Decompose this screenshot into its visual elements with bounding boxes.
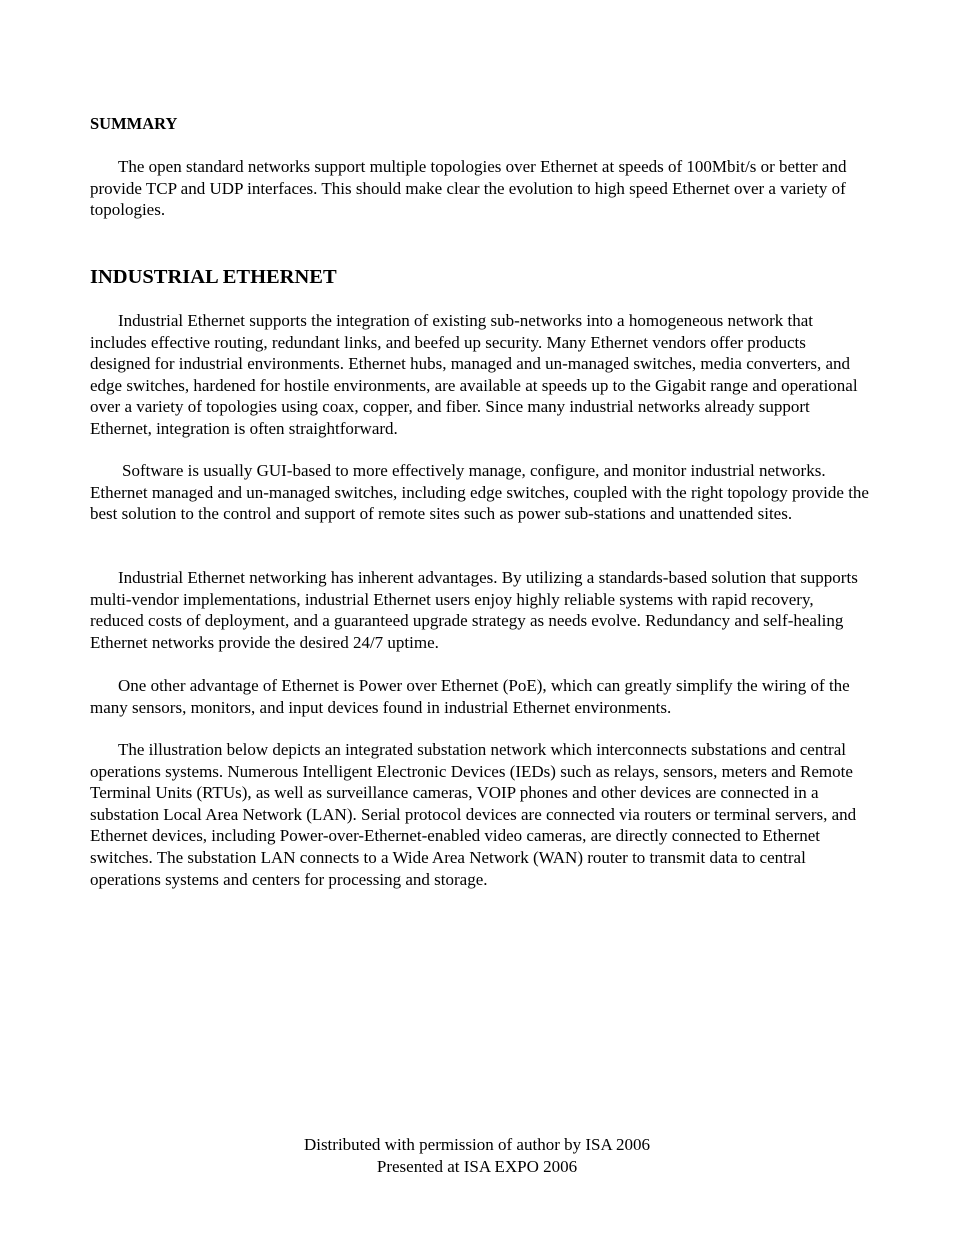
- body-paragraph-1: Industrial Ethernet supports the integration of existing sub-networks into a homogeneous network that includes effective routing, redundant links, and beefed up security. Many Ethernet vendors offer products designed for industrial environments. Ethernet hubs, managed and un-managed switches, media converters, and edge switches, hardened for hostile environments, are available at speeds up to the Gigabit range and operational over a variety of topologies using coax, copper, and fiber. Since many industrial networks already support Ethernet, integration is often straightforward.: [90, 311, 858, 438]
- page-footer: [0, 1134, 954, 1178]
- body-paragraph-3: Industrial Ethernet networking has inherent advantages. By utilizing a standards-based solution that supports multi-vendor implementations, industrial Ethernet users enjoy highly reliable systems with rapid recovery, reduced costs of deployment, and a guaranteed upgrade strategy as needs evolve. Redundancy and self-healing Ethernet networks provide the desired 24/7 uptime.: [90, 568, 858, 652]
- summary-paragraph: The open standard networks support multiple topologies over Ethernet at speeds of 100Mbit/s or better and provide TCP and UDP interfaces. This should make clear the evolution to high speed Ethernet over a variety of topologies.: [90, 157, 847, 220]
- footer-distribution-line: Distributed with permission of author by ISA 2006: [303, 1135, 651, 1154]
- body-paragraph-4: One other advantage of Ethernet is Power over Ethernet (PoE), which can greatly simplify the wiring of the many sensors, monitors, and input devices found in industrial Ethernet environments.: [90, 676, 850, 717]
- footer-presented-line: Presented at ISA EXPO 2006: [376, 1157, 578, 1176]
- body-paragraph-5: The illustration below depicts an integrated substation network which interconnects substations and central operations systems. Numerous Intelligent Electronic Devices (IEDs) such as relays, sensors, meters and Remote Terminal Units (RTUs), as well as surveillance cameras, VOIP phones and other devices are connected in a substation Local Area Network (LAN). Serial protocol devices are connected via routers or terminal servers, and Ethernet devices, including Power-over-Ethernet-enabled video cameras, are directly connected to Ethernet switches. The substation LAN connects to a Wide Area Network (WAN) router to transmit data to central operations systems and centers for processing and storage.: [90, 740, 857, 889]
- summary-heading: SUMMARY: [90, 114, 178, 133]
- body-paragraph-2: Software is usually GUI-based to more effectively manage, configure, and monitor industrial networks. Ethernet managed and un-managed switches, including edge switches, coupled with the right topology provide the best solution to the control and support of remote sites such as power sub-stations and unattended sites.: [90, 461, 869, 524]
- industrial-ethernet-heading: INDUSTRIAL ETHERNET: [90, 266, 337, 288]
